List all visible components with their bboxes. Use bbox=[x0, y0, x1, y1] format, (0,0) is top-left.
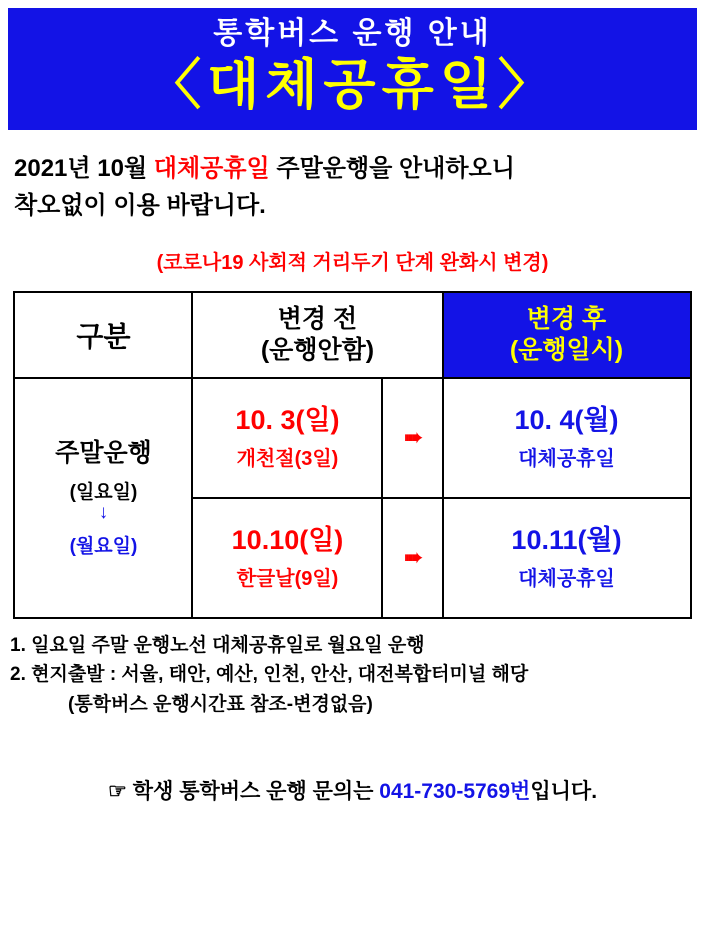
header-category: 구분 bbox=[14, 292, 192, 378]
intro-paragraph bbox=[14, 152, 691, 224]
row-1-after-label: 대체공휴일 bbox=[518, 448, 615, 471]
row-2-after bbox=[443, 498, 691, 618]
footnote-3: (통학버스 운행시간표 참조-변경없음) bbox=[68, 693, 373, 715]
right-arrow-icon: ➠ bbox=[404, 427, 421, 450]
header-banner bbox=[8, 8, 697, 130]
header-after-line2: (운행일시) bbox=[509, 335, 624, 364]
row-2-before-date: 10.10(일) bbox=[231, 524, 344, 555]
row-1-before bbox=[192, 378, 382, 498]
header-after bbox=[443, 292, 691, 378]
row-2-after-label: 대체공휴일 bbox=[518, 568, 615, 591]
intro-line-2: 착오없이 이용 바랍니다. bbox=[14, 191, 266, 219]
poster-page bbox=[0, 8, 705, 937]
intro-line-1 bbox=[14, 152, 691, 187]
header-before bbox=[192, 292, 442, 378]
footnote-2: 2. 현지출발 : 서울, 태안, 예산, 인천, 안산, 대전복합터미널 해당 bbox=[10, 664, 529, 686]
contact-phone[interactable]: 041-730-5769번 bbox=[379, 780, 531, 803]
category-sub-to bbox=[15, 536, 191, 558]
intro-line-1-part-b: 주말운행을 안내하오니 bbox=[269, 155, 515, 183]
row-2-arrow-icon bbox=[382, 498, 442, 618]
contact-line bbox=[0, 775, 705, 805]
covid-note: (코로나19 사회적 거리두기 단계 완화시 변경) bbox=[156, 251, 549, 274]
row-1-after-date: 10. 4(월) bbox=[514, 404, 619, 435]
down-arrow-icon: ↓ bbox=[98, 502, 109, 524]
header-before-line2: (운행안함) bbox=[260, 335, 375, 364]
table-row bbox=[14, 378, 690, 498]
banner-subtitle: 통학버스 운행 안내 bbox=[213, 17, 492, 50]
row-1-after bbox=[443, 378, 691, 498]
row-1-arrow-icon bbox=[382, 378, 442, 498]
pointing-hand-icon: ☞ bbox=[107, 780, 127, 803]
footnote-1: 1. 일요일 주말 운행노선 대체공휴일로 월요일 운행 bbox=[10, 634, 425, 656]
category-cell bbox=[14, 378, 192, 618]
table-header-row bbox=[14, 292, 690, 378]
contact-suffix: 입니다. bbox=[530, 780, 598, 803]
schedule-table bbox=[13, 291, 691, 619]
row-2-before bbox=[192, 498, 382, 618]
row-1-before-date: 10. 3(일) bbox=[235, 404, 340, 435]
banner-title: 〈대체공휴일〉 bbox=[147, 55, 558, 115]
intro-line-1-part-a: 2021년 10월 bbox=[14, 155, 154, 183]
header-before-line1: 변경 전 bbox=[277, 305, 358, 334]
row-1-before-holiday: 개천절(3일) bbox=[236, 448, 339, 471]
contact-prefix: 학생 통학버스 운행 문의는 bbox=[132, 780, 380, 803]
right-arrow-icon: ➠ bbox=[404, 547, 421, 570]
intro-highlight: 대체공휴일 bbox=[153, 155, 270, 183]
footnotes bbox=[10, 631, 695, 719]
category-sub-to-text: (월요일) bbox=[69, 536, 138, 558]
row-2-after-date: 10.11(월) bbox=[511, 524, 622, 555]
row-2-before-holiday: 한글날(9일) bbox=[236, 568, 339, 591]
header-after-line1: 변경 후 bbox=[526, 305, 607, 334]
category-title: 주말운행 bbox=[55, 439, 152, 468]
category-sub-from: (일요일) bbox=[69, 481, 138, 503]
